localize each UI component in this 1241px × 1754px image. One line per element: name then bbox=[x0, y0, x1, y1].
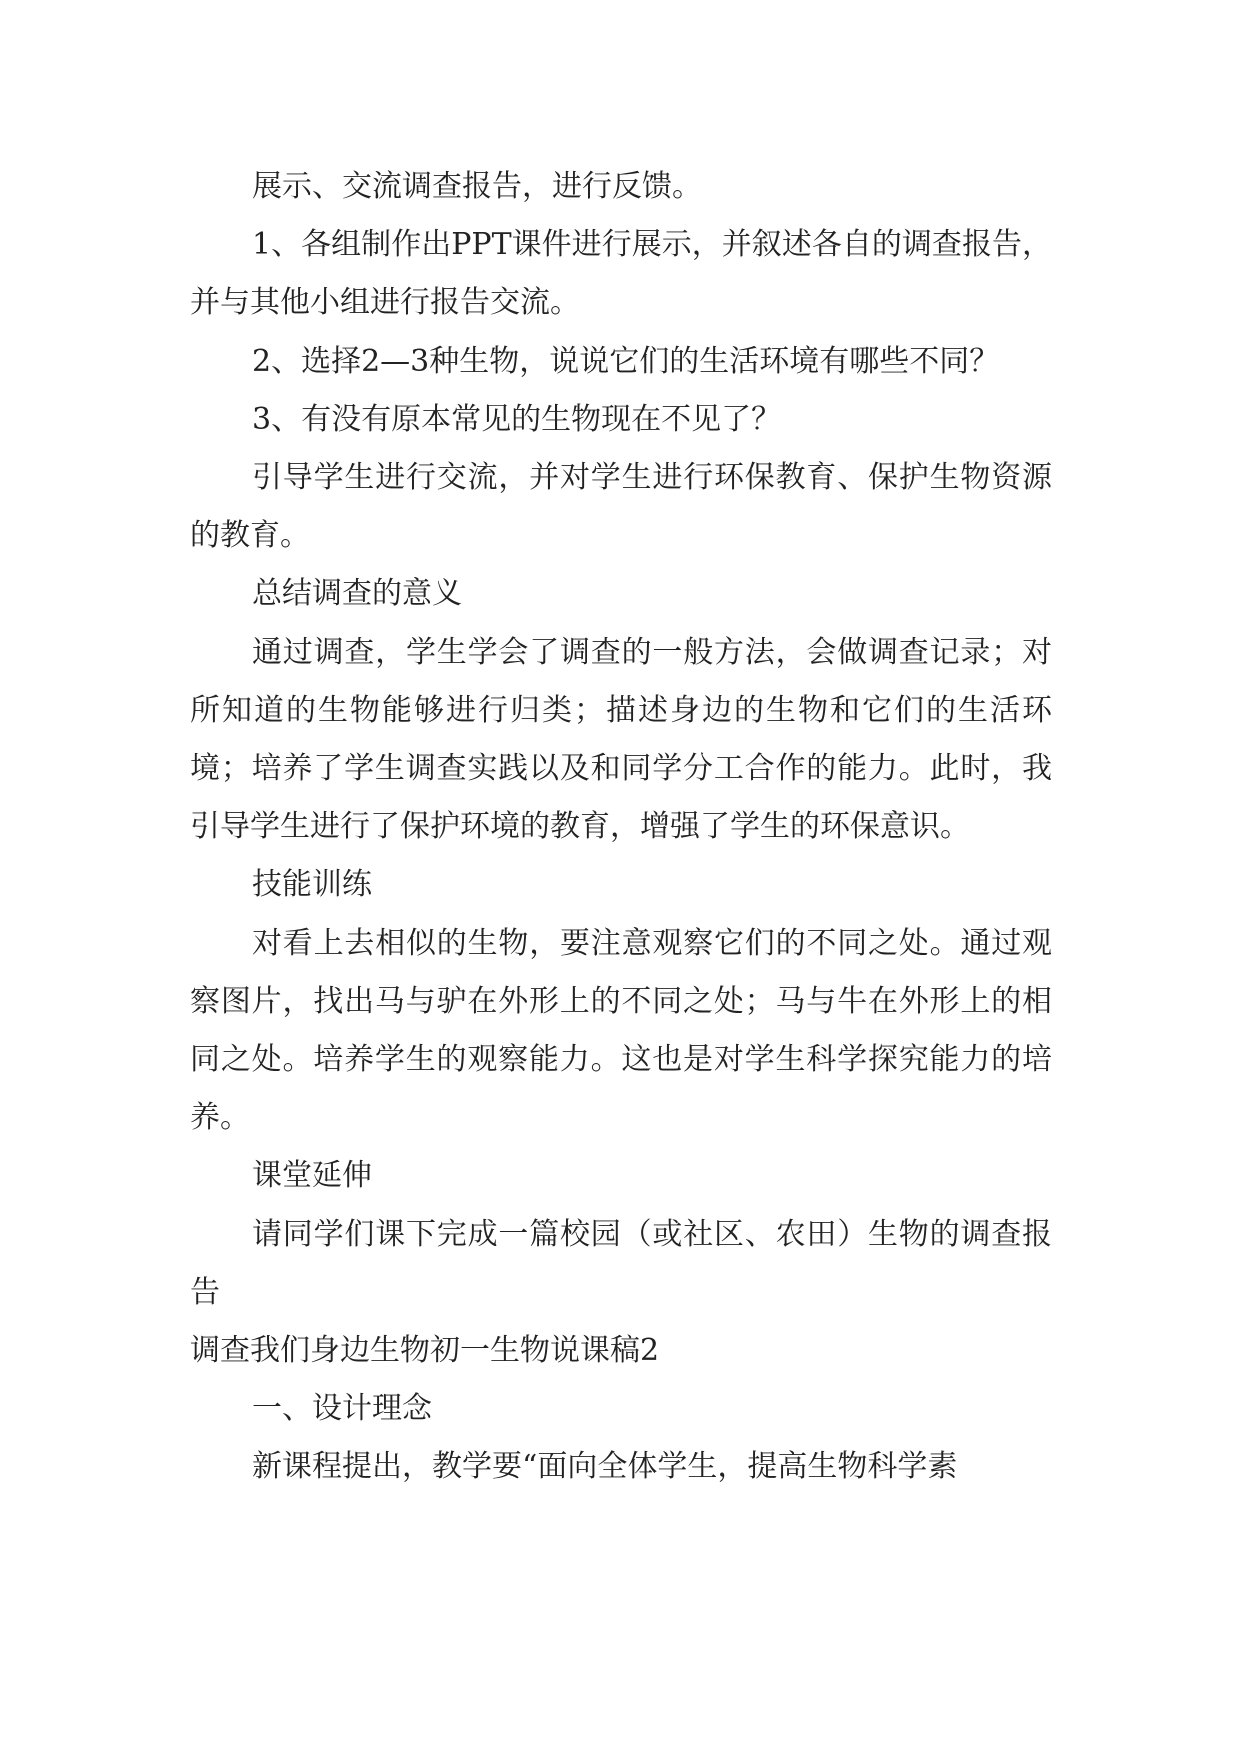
section-title-extension: 课堂延伸 bbox=[252, 1158, 372, 1194]
paragraph-skills: 对看上去相似的生物，要注意观察它们的不同之处。通过观察图片，找出马与驴在外形上的不同之处；马与牛在外形上的相同之处。培养学生的观察能力。这也是对学生科学探究能力的培养。 bbox=[190, 925, 1052, 1136]
paragraph-feedback-intro: 展示、交流调查报告，进行反馈。 bbox=[252, 169, 702, 204]
paragraph-summary: 通过调查，学生学会了调查的一般方法，会做调查记录；对所知道的生物能够进行归类；描述身边的生物和它们的生活环境；培养了学生调查实践以及和同学分工合作的能力。此时，我引导学生进行了保护环境的教育，增强了学生的环保意识。 bbox=[190, 634, 1052, 845]
paragraph-step-1: 1、各组制作出PPT课件进行展示，并叙述各自的调查报告，并与其他小组进行报告交流。 bbox=[190, 227, 1052, 321]
section-title-skills: 技能训练 bbox=[252, 867, 372, 903]
document-heading: 调查我们身边生物初一生物说课稿2 bbox=[190, 1333, 660, 1369]
paragraph-step-3: 3、有没有原本常见的生物现在不见了？ bbox=[252, 401, 782, 437]
section-title-design: 一、设计理念 bbox=[252, 1391, 432, 1427]
document-body bbox=[190, 158, 1052, 1497]
paragraph-extension: 请同学们课下完成一篇校园（或社区、农田）生物的调查报告 bbox=[190, 1216, 1052, 1310]
paragraph-step-2: 2、选择2—3种生物，说说它们的生活环境有哪些不同？ bbox=[252, 343, 1000, 379]
paragraph-guidance: 引导学生进行交流，并对学生进行环保教育、保护生物资源的教育。 bbox=[190, 460, 1052, 554]
paragraph-design: 新课程提出，教学要“面向全体学生，提高生物科学素 bbox=[252, 1449, 958, 1485]
section-title-summary: 总结调查的意义 bbox=[252, 576, 462, 612]
